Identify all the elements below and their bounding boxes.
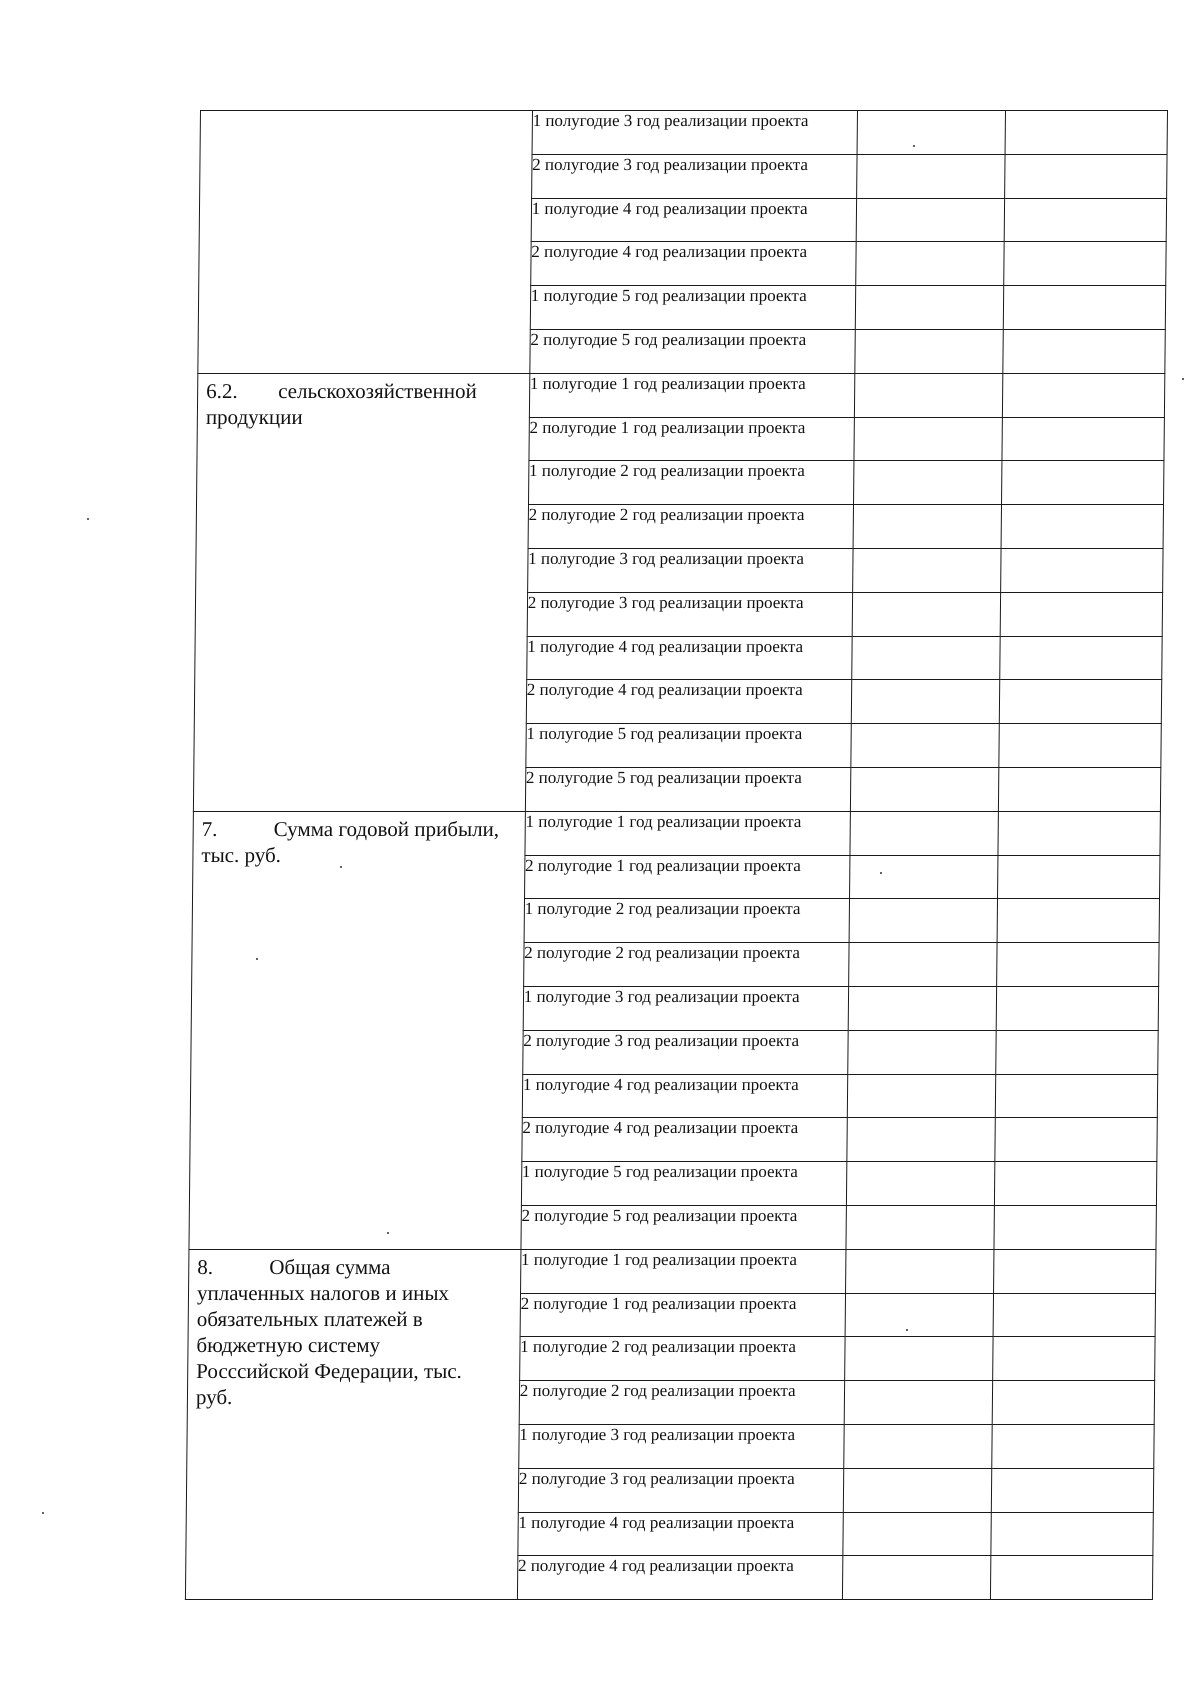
value-cell-1[interactable] bbox=[846, 1249, 994, 1293]
period-cell: 1 полугодие 4 год реализации проекта bbox=[526, 636, 852, 680]
scan-speck bbox=[87, 518, 89, 520]
scan-speck bbox=[340, 866, 342, 868]
section-label-cell bbox=[193, 373, 529, 811]
period-cell: 2 полугодие 4 год реализации проекта bbox=[526, 680, 852, 724]
value-cell-1[interactable] bbox=[851, 767, 999, 811]
value-cell-2[interactable] bbox=[997, 855, 1160, 899]
period-cell: 2 полугодие 1 год реализации проекта bbox=[524, 855, 850, 899]
value-cell-2[interactable] bbox=[1005, 111, 1168, 155]
value-cell-2[interactable] bbox=[995, 1074, 1158, 1118]
value-cell-1[interactable] bbox=[846, 1293, 994, 1337]
value-cell-1[interactable] bbox=[857, 154, 1005, 198]
value-cell-1[interactable] bbox=[849, 986, 997, 1030]
period-cell: 2 полугодие 3 год реализации проекта bbox=[531, 154, 857, 198]
section-label-cell bbox=[185, 1249, 520, 1599]
value-cell-2[interactable] bbox=[1002, 329, 1165, 373]
period-cell: 1 полугодие 4 год реализации проекта bbox=[518, 1512, 844, 1556]
value-cell-2[interactable] bbox=[999, 680, 1162, 724]
value-cell-2[interactable] bbox=[992, 1337, 1155, 1381]
period-cell: 1 полугодие 1 год реализации проекта bbox=[520, 1249, 846, 1293]
value-cell-1[interactable] bbox=[848, 1074, 996, 1118]
value-cell-1[interactable] bbox=[844, 1424, 992, 1468]
period-cell: 2 полугодие 2 год реализации проекта bbox=[528, 505, 854, 549]
value-cell-1[interactable] bbox=[856, 242, 1004, 286]
period-cell: 2 полугодие 5 год реализации проекта bbox=[530, 329, 856, 373]
value-cell-1[interactable] bbox=[848, 1030, 996, 1074]
value-cell-1[interactable] bbox=[843, 1556, 991, 1600]
value-cell-2[interactable] bbox=[1003, 286, 1166, 330]
period-cell: 1 полугодие 5 год реализации проекта bbox=[526, 724, 852, 768]
value-cell-2[interactable] bbox=[998, 724, 1161, 768]
period-cell: 2 полугодие 3 год реализации проекта bbox=[527, 592, 853, 636]
value-cell-1[interactable] bbox=[853, 505, 1001, 549]
scan-speck bbox=[906, 1329, 908, 1331]
value-cell-2[interactable] bbox=[995, 1030, 1158, 1074]
section-label bbox=[201, 111, 532, 141]
section-number: 6.2. bbox=[206, 378, 238, 403]
value-cell-1[interactable] bbox=[852, 636, 1000, 680]
section-title: сельскохозяйственной продукции bbox=[205, 378, 477, 429]
table-body bbox=[185, 111, 1167, 1600]
period-cell: 1 полугодие 2 год реализации проекта bbox=[528, 461, 854, 505]
period-cell: 1 полугодие 5 год реализации проекта bbox=[530, 286, 856, 330]
table-row bbox=[193, 811, 1160, 855]
value-cell-2[interactable] bbox=[998, 811, 1161, 855]
value-cell-1[interactable] bbox=[855, 373, 1003, 417]
value-cell-2[interactable] bbox=[996, 986, 1159, 1030]
value-cell-2[interactable] bbox=[994, 1162, 1157, 1206]
period-cell: 2 полугодие 3 год реализации проекта bbox=[518, 1468, 844, 1512]
table-row bbox=[197, 373, 1164, 417]
period-cell: 2 полугодие 4 год реализации проекта bbox=[517, 1556, 843, 1600]
section-title: Сумма годовой прибыли, тыс. руб. bbox=[201, 816, 500, 867]
value-cell-2[interactable] bbox=[1002, 373, 1165, 417]
scan-speck bbox=[913, 145, 915, 147]
value-cell-1[interactable] bbox=[849, 943, 997, 987]
table-row bbox=[200, 111, 1167, 155]
value-cell-1[interactable] bbox=[846, 1205, 994, 1249]
value-cell-2[interactable] bbox=[1003, 242, 1166, 286]
period-cell: 2 полугодие 3 год реализации проекта bbox=[522, 1030, 848, 1074]
value-cell-2[interactable] bbox=[996, 943, 1159, 987]
value-cell-2[interactable] bbox=[999, 636, 1162, 680]
scan-speck bbox=[387, 1232, 389, 1234]
section-label bbox=[198, 374, 529, 430]
value-cell-1[interactable] bbox=[847, 1162, 995, 1206]
value-cell-2[interactable] bbox=[994, 1118, 1157, 1162]
value-cell-2[interactable] bbox=[991, 1424, 1154, 1468]
period-cell: 1 полугодие 3 год реализации проекта bbox=[523, 986, 849, 1030]
form-table-wrapper bbox=[185, 110, 1168, 1600]
section-label-cell bbox=[198, 111, 532, 374]
value-cell-2[interactable] bbox=[1004, 198, 1167, 242]
value-cell-2[interactable] bbox=[991, 1468, 1154, 1512]
value-cell-1[interactable] bbox=[843, 1512, 991, 1556]
section-label bbox=[193, 812, 524, 868]
value-cell-1[interactable] bbox=[852, 680, 1000, 724]
period-cell: 1 полугодие 4 год реализации проекта bbox=[531, 198, 857, 242]
value-cell-1[interactable] bbox=[850, 855, 998, 899]
period-cell: 1 полугодие 3 год реализации проекта bbox=[518, 1424, 844, 1468]
value-cell-1[interactable] bbox=[845, 1337, 993, 1381]
value-cell-2[interactable] bbox=[992, 1381, 1155, 1425]
section-label bbox=[188, 1250, 520, 1410]
scan-speck bbox=[42, 1512, 44, 1514]
value-cell-2[interactable] bbox=[998, 767, 1161, 811]
period-cell: 1 полугодие 1 год реализации проекта bbox=[529, 373, 855, 417]
period-cell: 1 полугодие 3 год реализации проекта bbox=[532, 111, 858, 155]
period-cell: 2 полугодие 2 год реализации проекта bbox=[519, 1381, 845, 1425]
section-title: Общая сумма уплаченных налогов и иных обязательных платежей в бюджетную систему Росссийской Федерации, тыс. руб. bbox=[195, 1254, 462, 1409]
value-cell-2[interactable] bbox=[1001, 505, 1164, 549]
period-cell: 1 полугодие 2 год реализации проекта bbox=[524, 899, 850, 943]
period-cell: 2 полугодие 4 год реализации проекта bbox=[530, 242, 856, 286]
value-cell-2[interactable] bbox=[1000, 548, 1163, 592]
value-cell-2[interactable] bbox=[990, 1556, 1153, 1600]
scan-speck bbox=[880, 872, 882, 874]
value-cell-1[interactable] bbox=[853, 548, 1001, 592]
period-cell: 1 полугодие 5 год реализации проекта bbox=[521, 1162, 847, 1206]
value-cell-1[interactable] bbox=[845, 1381, 993, 1425]
period-cell: 2 полугодие 4 год реализации проекта bbox=[522, 1118, 848, 1162]
value-cell-2[interactable] bbox=[994, 1205, 1157, 1249]
value-cell-1[interactable] bbox=[849, 899, 997, 943]
period-cell: 1 полугодие 2 год реализации проекта bbox=[519, 1337, 845, 1381]
section-number: 8. bbox=[197, 1254, 214, 1279]
period-cell: 2 полугодие 2 год реализации проекта bbox=[523, 943, 849, 987]
value-cell-1[interactable] bbox=[854, 461, 1002, 505]
value-cell-2[interactable] bbox=[1001, 461, 1164, 505]
period-cell: 2 полугодие 5 год реализации проекта bbox=[521, 1205, 847, 1249]
value-cell-1[interactable] bbox=[856, 286, 1004, 330]
table-row bbox=[189, 1249, 1156, 1293]
value-cell-1[interactable] bbox=[847, 1118, 995, 1162]
scan-speck bbox=[256, 958, 258, 960]
value-cell-1[interactable] bbox=[850, 811, 998, 855]
value-cell-1[interactable] bbox=[857, 111, 1005, 155]
section-number: 7. bbox=[201, 816, 218, 841]
value-cell-2[interactable] bbox=[1000, 592, 1163, 636]
value-cell-2[interactable] bbox=[997, 899, 1160, 943]
value-cell-1[interactable] bbox=[855, 329, 1003, 373]
period-cell: 2 полугодие 5 год реализации проекта bbox=[525, 767, 851, 811]
period-cell: 2 полугодие 1 год реализации проекта bbox=[520, 1293, 846, 1337]
project-indicators-table bbox=[185, 110, 1168, 1600]
value-cell-1[interactable] bbox=[853, 592, 1001, 636]
value-cell-2[interactable] bbox=[993, 1249, 1156, 1293]
value-cell-2[interactable] bbox=[993, 1293, 1156, 1337]
value-cell-2[interactable] bbox=[990, 1512, 1153, 1556]
period-cell: 2 полугодие 1 год реализации проекта bbox=[529, 417, 855, 461]
value-cell-1[interactable] bbox=[854, 417, 1002, 461]
period-cell: 1 полугодие 1 год реализации проекта bbox=[525, 811, 851, 855]
period-cell: 1 полугодие 4 год реализации проекта bbox=[522, 1074, 848, 1118]
value-cell-2[interactable] bbox=[1004, 154, 1167, 198]
section-label-cell bbox=[189, 811, 525, 1249]
value-cell-1[interactable] bbox=[857, 198, 1005, 242]
value-cell-1[interactable] bbox=[844, 1468, 992, 1512]
scan-speck bbox=[1182, 378, 1184, 380]
period-cell: 1 полугодие 3 год реализации проекта bbox=[527, 548, 853, 592]
value-cell-1[interactable] bbox=[851, 724, 999, 768]
value-cell-2[interactable] bbox=[1002, 417, 1165, 461]
